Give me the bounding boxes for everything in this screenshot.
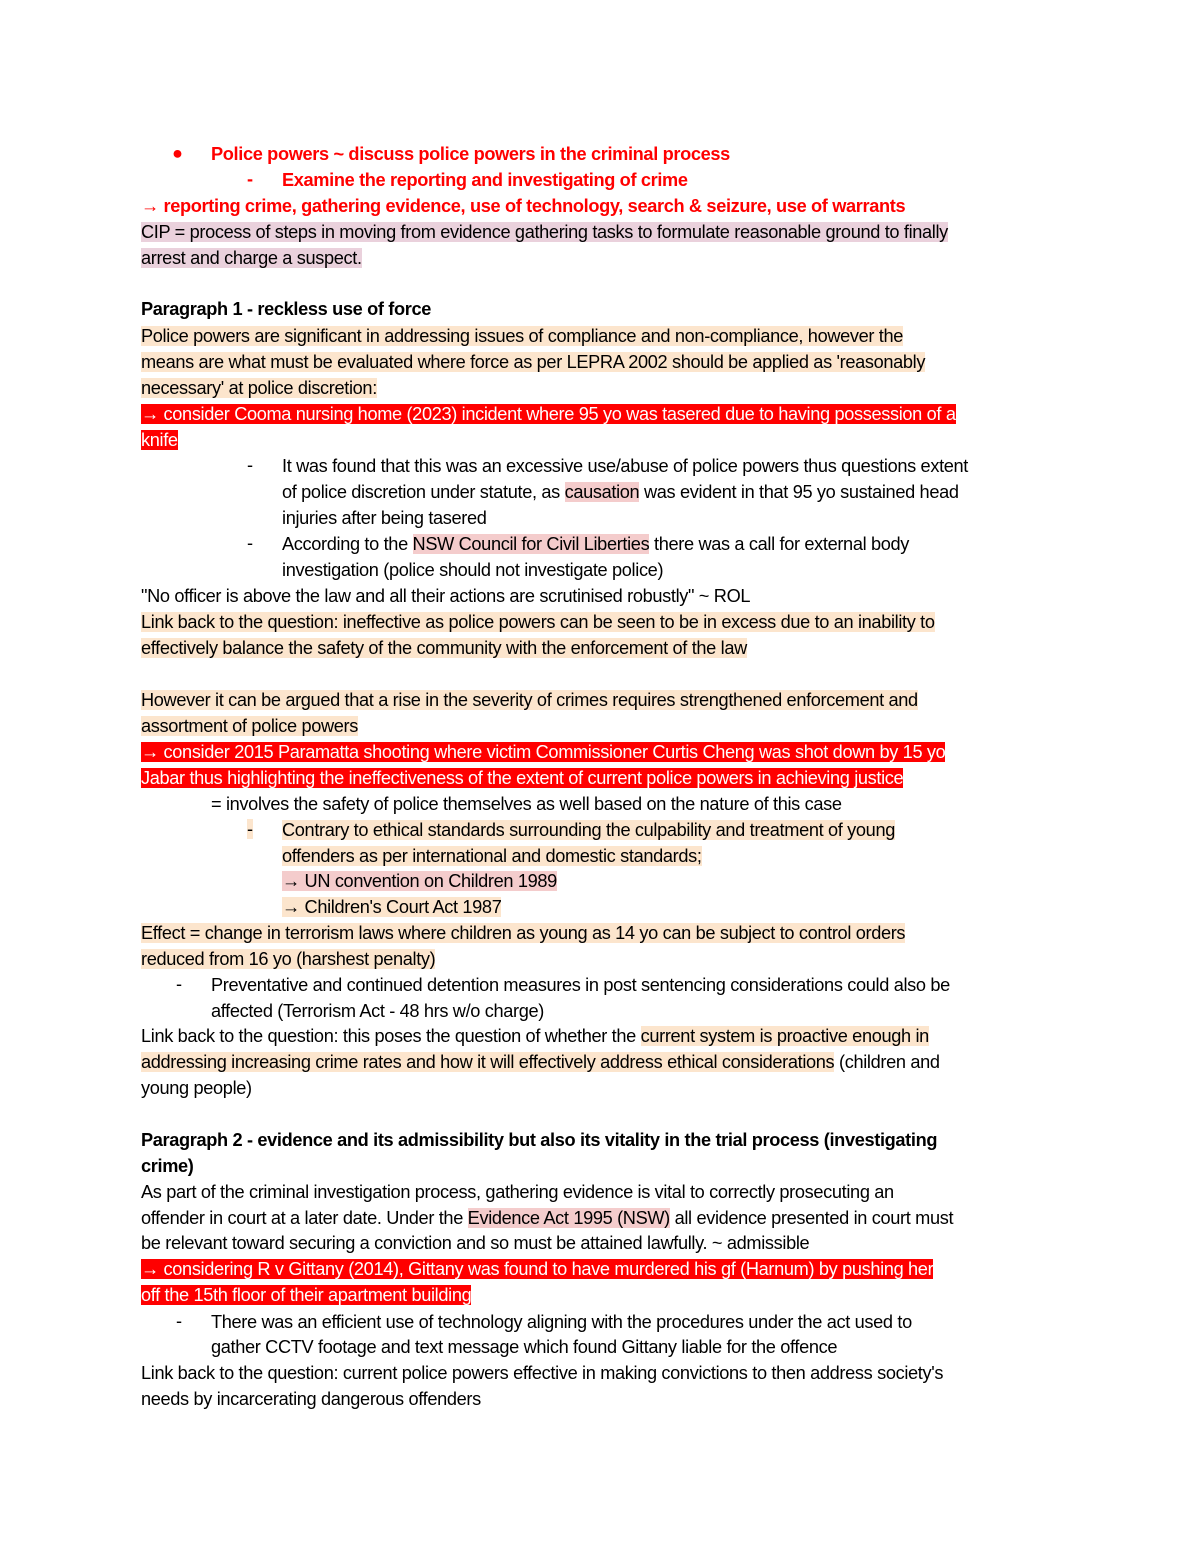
p2-technology-cont: gather CCTV footage and text message which found Gittany liable for the offence — [211, 1337, 838, 1357]
paragraph-1-heading: Paragraph 1 - reckless use of force — [141, 299, 432, 319]
p1-link-back-cont: effectively balance the safety of the community with the enforcement of the law — [141, 638, 747, 658]
topic-heading: Police powers ~ discuss police powers in the criminal process — [211, 144, 730, 164]
p1-effect: Effect = change in terrorism laws where children as young as 14 yo can be subject to control orders — [141, 923, 906, 943]
paragraph-2-heading: Paragraph 2 - evidence and its admissibility but also its vitality in the trial process (investigating — [141, 1130, 938, 1150]
p2-case-gittany-cont: off the 15th floor of their apartment building — [141, 1285, 472, 1305]
p1-contrary-cont: offenders as per international and domestic standards; — [282, 846, 702, 866]
p1-link-back-2: Link back to the question: this poses the question of whether the current system is proactive enough in — [141, 1026, 929, 1046]
p1-case-cooma-cont: knife — [141, 430, 178, 450]
p1-case-paramatta-cont: Jabar thus highlighting the ineffectiveness of the extent of current police powers in achieving justice — [141, 768, 904, 788]
p2-case-gittany: → considering R v Gittany (2014), Gittany was found to have murdered his gf (Harnum) by pushing her — [141, 1259, 934, 1279]
p2-technology: There was an efficient use of technology aligning with the procedures under the act used to — [211, 1312, 912, 1332]
subtopic-heading: Examine the reporting and investigating of crime — [282, 170, 688, 190]
p1-point-excessive-cont: injuries after being tasered — [282, 508, 487, 528]
dash-marker: - — [247, 533, 253, 553]
p2-body: offender in court at a later date. Under the Evidence Act 1995 (NSW) all evidence presented in court must — [141, 1208, 954, 1228]
p1-counter: However it can be argued that a rise in the severity of crimes requires strengthened enforcement and — [141, 690, 918, 710]
p1-case-paramatta: → consider 2015 Paramatta shooting where victim Commissioner Curtis Cheng was shot down by 15 yo — [141, 742, 946, 762]
p1-link-back-2-cont: addressing increasing crime rates and how it will effectively address ethical considerations (children and — [141, 1052, 940, 1072]
p1-quote: "No officer is above the law and all their actions are scrutinised robustly" ~ ROL — [141, 586, 751, 606]
p1-point-excessive: It was found that this was an excessive use/abuse of police powers thus questions extent — [282, 456, 968, 476]
cip-definition: CIP = process of steps in moving from evidence gathering tasks to formulate reasonable ground to finally — [141, 222, 948, 242]
p2-body: be relevant toward securing a conviction and so must be attained lawfully. ~ admissible — [141, 1233, 810, 1253]
dash-marker: - — [247, 455, 253, 475]
p1-un-convention: → UN convention on Children 1989 — [282, 871, 557, 891]
p1-case-cooma: → consider Cooma nursing home (2023) incident where 95 yo was tasered due to having possession of a — [141, 404, 956, 424]
p2-body: As part of the criminal investigation process, gathering evidence is vital to correctly prosecuting an — [141, 1182, 894, 1202]
paragraph-2-heading-cont: crime) — [141, 1156, 194, 1176]
p1-link-back-2-cont: young people) — [141, 1078, 252, 1098]
cip-definition-cont: arrest and charge a suspect. — [141, 248, 362, 268]
p1-contrary: Contrary to ethical standards surrounding the culpability and treatment of young — [282, 820, 895, 840]
p1-intro: Police powers are significant in addressing issues of compliance and non-compliance, however the — [141, 326, 904, 346]
p1-preventative: Preventative and continued detention measures in post sentencing considerations could also be — [211, 975, 950, 995]
dash-marker: - — [176, 1311, 182, 1331]
p2-link-back: Link back to the question: current police powers effective in making convictions to then address society's — [141, 1363, 944, 1383]
dash-marker: - — [247, 169, 253, 189]
p1-effect-cont: reduced from 16 yo (harshest penalty) — [141, 949, 436, 969]
p1-intro: means are what must be evaluated where force as per LEPRA 2002 should be applied as 'reasonably — [141, 352, 926, 372]
p1-point-excessive-cont: of police discretion under statute, as causation was evident in that 95 yo sustained head — [282, 482, 959, 502]
p1-involves: = involves the safety of police themselves as well based on the nature of this case — [211, 794, 842, 814]
bullet-icon: ● — [172, 143, 183, 163]
p1-preventative-cont: affected (Terrorism Act - 48 hrs w/o charge) — [211, 1001, 544, 1021]
p1-intro: necessary' at police discretion: — [141, 378, 377, 398]
p1-link-back: Link back to the question: ineffective as police powers can be seen to be in excess due to an inability to — [141, 612, 935, 632]
focus-line: → reporting crime, gathering evidence, use of technology, search & seizure, use of warrants — [141, 196, 906, 216]
p1-counter-cont: assortment of police powers — [141, 716, 358, 736]
dash-marker: - — [176, 974, 182, 994]
dash-marker: - — [247, 819, 253, 839]
p1-point-nswccl: According to the NSW Council for Civil Liberties there was a call for external body — [282, 534, 910, 554]
p2-link-back-cont: needs by incarcerating dangerous offenders — [141, 1389, 481, 1409]
p1-point-nswccl-cont: investigation (police should not investigate police) — [282, 560, 664, 580]
p1-childrens-court-act: → Children's Court Act 1987 — [282, 897, 502, 917]
